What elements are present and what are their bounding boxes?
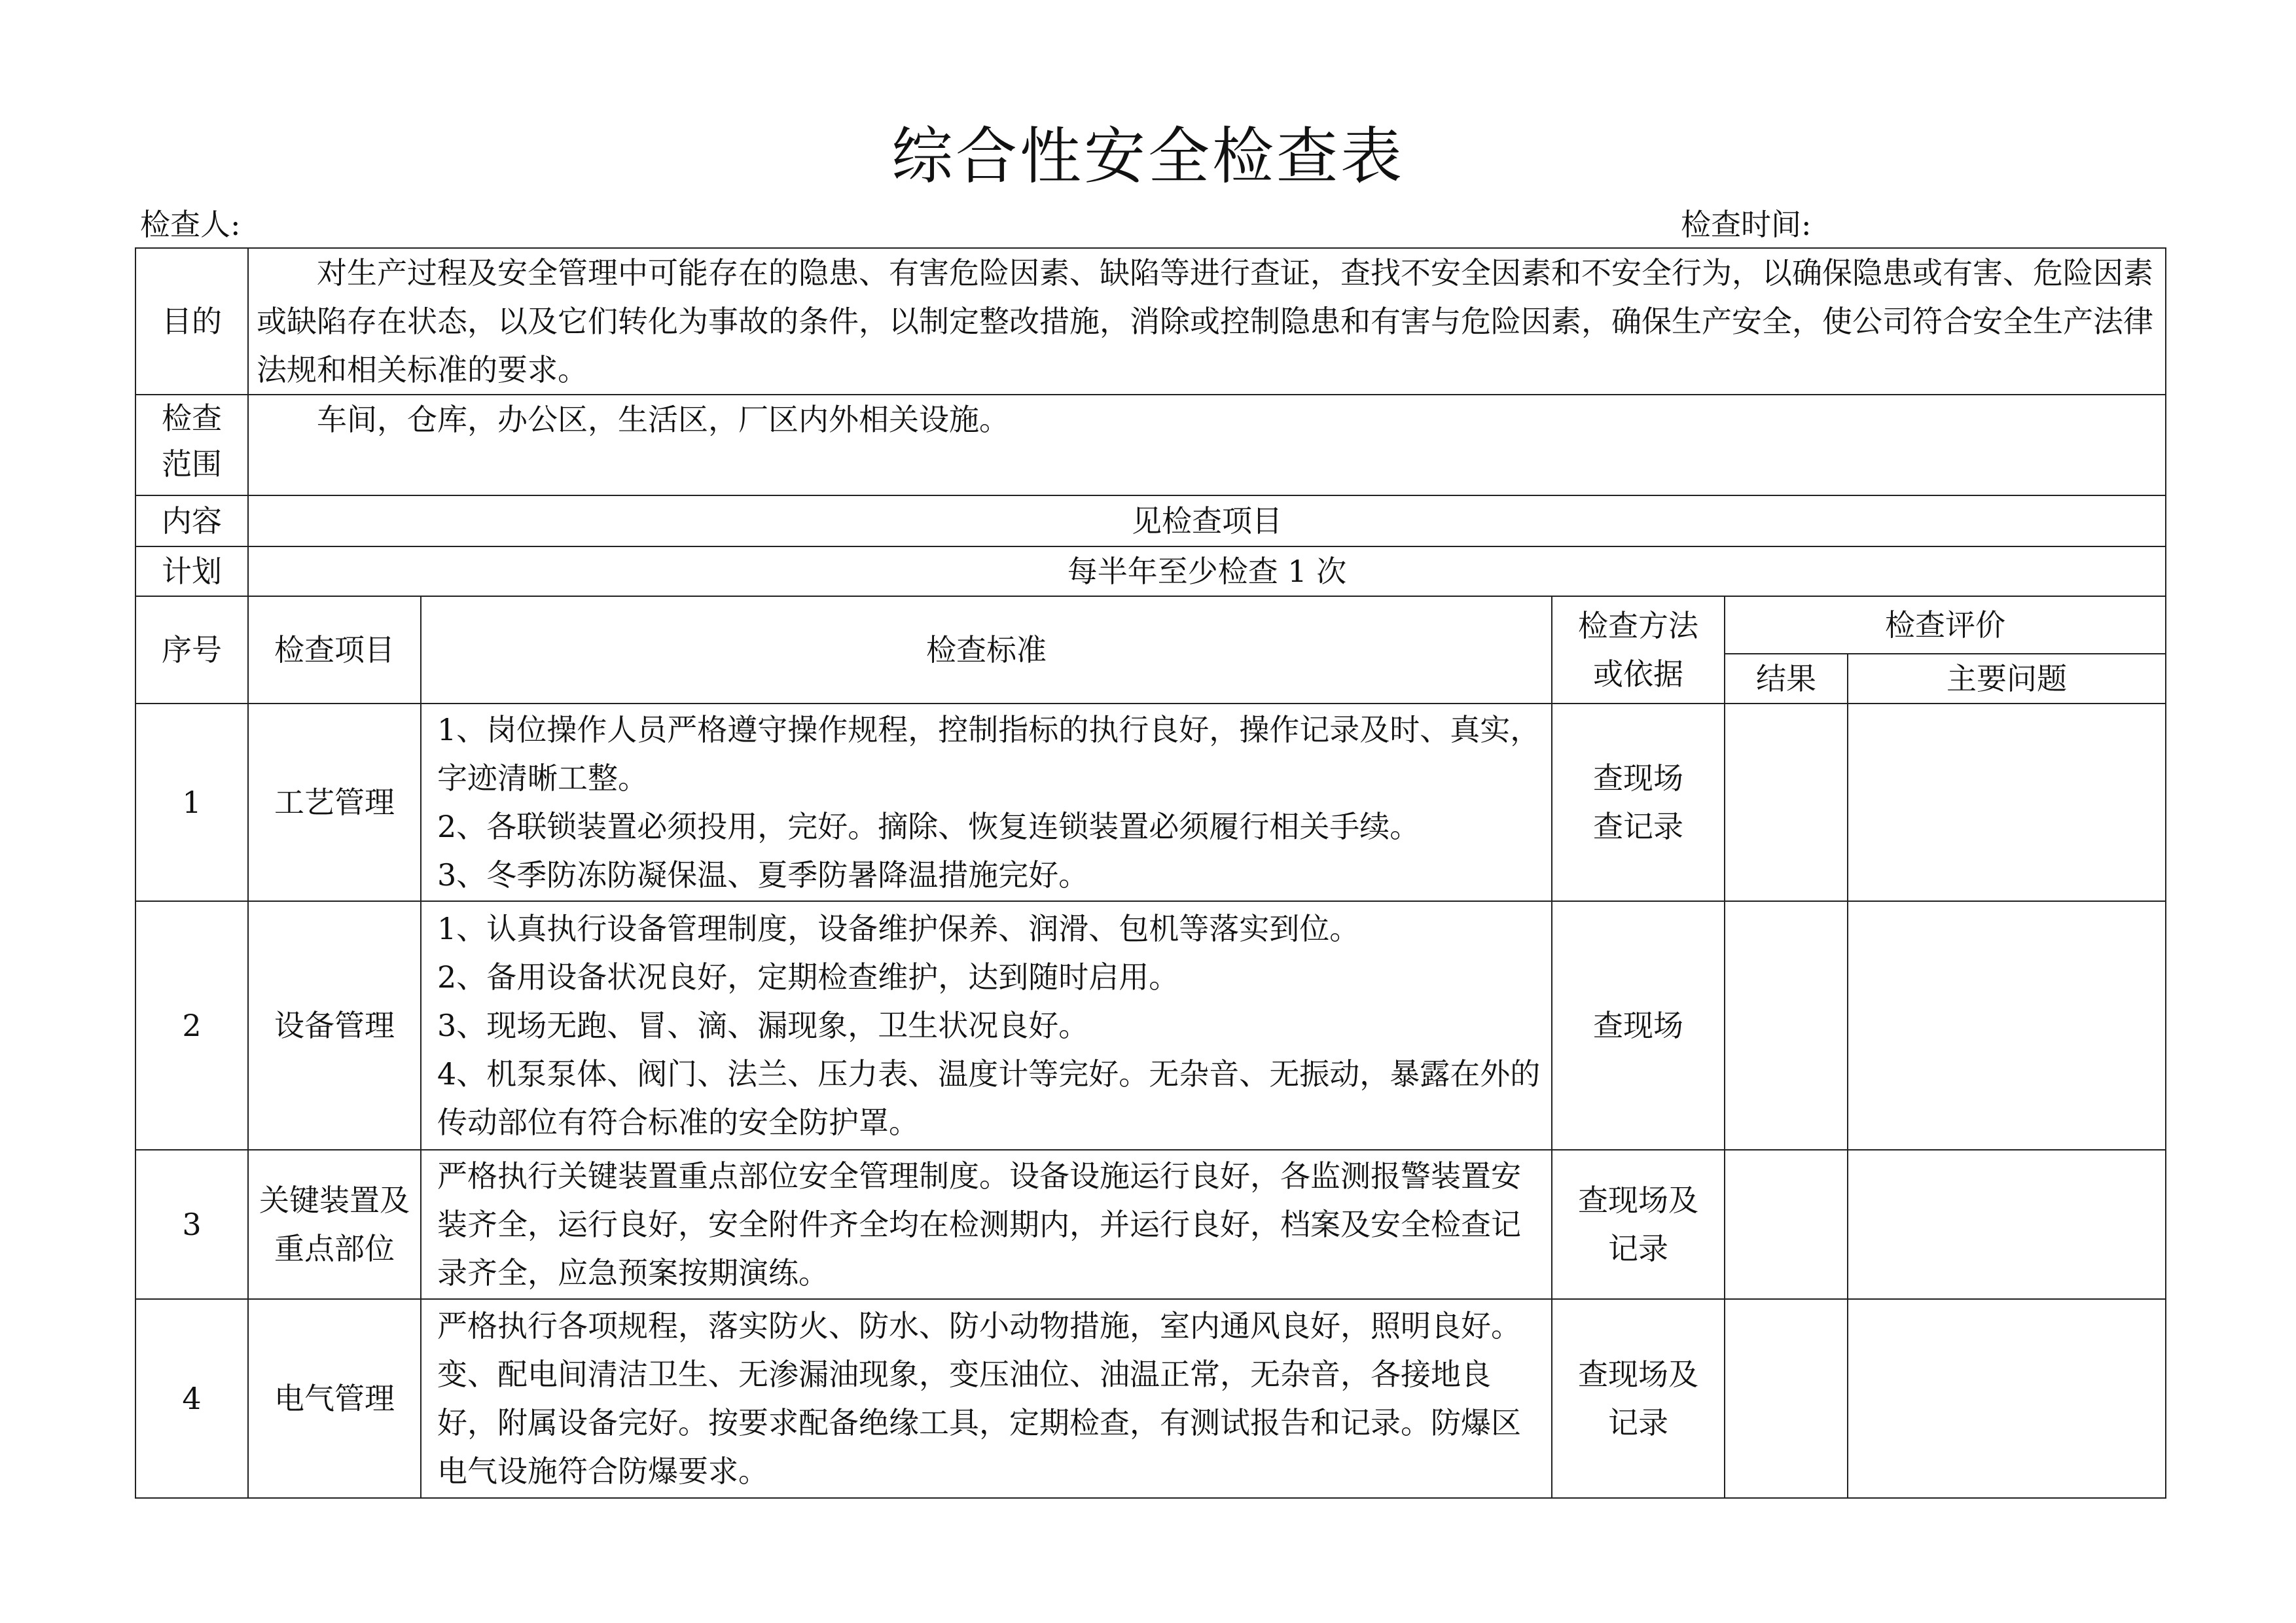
header-standard: 检查标准 xyxy=(421,596,1552,704)
standard-line: 2、备用设备状况良好，定期检查维护，达到随时启用。 xyxy=(437,959,1179,995)
table-row xyxy=(135,704,2166,901)
header-evaluation: 检查评价 xyxy=(1725,596,2166,654)
inspector-label: 检查人: xyxy=(140,207,241,242)
plan-label: 计划 xyxy=(135,546,248,596)
row-standards xyxy=(421,1299,1552,1498)
standard-line: 3、冬季防冻防凝保温、夏季防暑降温措施完好。 xyxy=(437,857,1089,893)
scope-text: 车间，仓库，办公区，生活区，厂区内外相关设施。 xyxy=(248,395,2166,495)
row-result[interactable] xyxy=(1725,704,1848,901)
standard-line: 严格执行各项规程，落实防火、防水、防小动物措施，室内通风良好，照明良好。变、配电间清洁卫生、无渗漏油现象，变压油位、油温正常，无杂音，各接地良好，附属设备完好。按要求配备绝缘工具，定期检查，有测试报告和记录。防爆区电气设施符合防爆要求。 xyxy=(437,1308,1521,1489)
purpose-text: 对生产过程及安全管理中可能存在的隐患、有害危险因素、缺陷等进行查证，查找不安全因素和不安全行为，以确保隐患或有害、危险因素或缺陷存在状态，以及它们转化为事故的条件，以制定整改措施，消除或控制隐患和有害与危险因素，确保生产安全，使公司符合安全生产法律法规和相关标准的要求。 xyxy=(248,248,2166,395)
content-label: 内容 xyxy=(135,495,248,546)
content-row xyxy=(135,495,2166,546)
row-method: 查现场及记录 xyxy=(1552,1150,1725,1299)
row-no: 1 xyxy=(135,704,248,901)
row-issues[interactable] xyxy=(1848,1299,2166,1498)
header-issues: 主要问题 xyxy=(1848,654,2166,704)
row-issues[interactable] xyxy=(1848,704,2166,901)
inspection-time-label: 检查时间: xyxy=(1681,207,1812,242)
row-method: 查现场及记录 xyxy=(1552,1299,1725,1498)
standard-line: 1、岗位操作人员严格遵守操作规程，控制指标的执行良好，操作记录及时、真实，字迹清晰工整。 xyxy=(437,712,1541,796)
row-method: 查现场查记录 xyxy=(1552,704,1725,901)
scope-label-line-1: 检查 xyxy=(162,401,222,436)
table-row xyxy=(135,901,2166,1150)
scope-row xyxy=(135,395,2166,495)
row-method: 查现场 xyxy=(1552,901,1725,1150)
row-result[interactable] xyxy=(1725,1299,1848,1498)
row-standards xyxy=(421,704,1552,901)
row-standards xyxy=(421,1150,1552,1299)
row-issues[interactable] xyxy=(1848,1150,2166,1299)
scope-label xyxy=(135,395,248,495)
row-result[interactable] xyxy=(1725,901,1848,1150)
row-item: 关键装置及重点部位 xyxy=(248,1150,421,1299)
standard-line: 1、认真执行设备管理制度，设备维护保养、润滑、包机等落实到位。 xyxy=(437,911,1360,946)
standard-line: 严格执行关键装置重点部位安全管理制度。设备设施运行良好，各监测报警装置安装齐全，运行良好，安全附件齐全均在检测期内，并运行良好，档案及安全检查记录齐全，应急预案按期演练。 xyxy=(437,1158,1521,1291)
table-row xyxy=(135,1150,2166,1299)
safety-check-table xyxy=(135,247,2166,1499)
header-method xyxy=(1552,596,1725,704)
row-standards xyxy=(421,901,1552,1150)
table-row xyxy=(135,1299,2166,1498)
standard-line: 3、现场无跑、冒、滴、漏现象，卫生状况良好。 xyxy=(437,1008,1089,1043)
header-result: 结果 xyxy=(1725,654,1848,704)
row-no: 3 xyxy=(135,1150,248,1299)
row-result[interactable] xyxy=(1725,1150,1848,1299)
header-item: 检查项目 xyxy=(248,596,421,704)
plan-row xyxy=(135,546,2166,596)
table-header-row xyxy=(135,596,2166,654)
row-item: 电气管理 xyxy=(248,1299,421,1498)
scope-label-line-2: 范围 xyxy=(162,446,222,482)
header-method-line-1: 检查方法 xyxy=(1578,608,1698,643)
row-item: 工艺管理 xyxy=(248,704,421,901)
header-no: 序号 xyxy=(135,596,248,704)
row-item: 设备管理 xyxy=(248,901,421,1150)
row-issues[interactable] xyxy=(1848,901,2166,1150)
page-title: 综合性安全检查表 xyxy=(891,121,1405,192)
standard-line: 2、各联锁装置必须投用，完好。摘除、恢复连锁装置必须履行相关手续。 xyxy=(437,809,1420,844)
row-no: 4 xyxy=(135,1299,248,1498)
content-text: 见检查项目 xyxy=(248,495,2166,546)
row-no: 2 xyxy=(135,901,248,1150)
purpose-row xyxy=(135,248,2166,395)
purpose-label: 目的 xyxy=(135,248,248,395)
plan-text: 每半年至少检查 1 次 xyxy=(248,546,2166,596)
header-method-line-2: 或依据 xyxy=(1593,656,1683,692)
standard-line: 4、机泵泵体、阀门、法兰、压力表、温度计等完好。无杂音、无振动，暴露在外的传动部位有符合标准的安全防护罩。 xyxy=(437,1056,1541,1140)
